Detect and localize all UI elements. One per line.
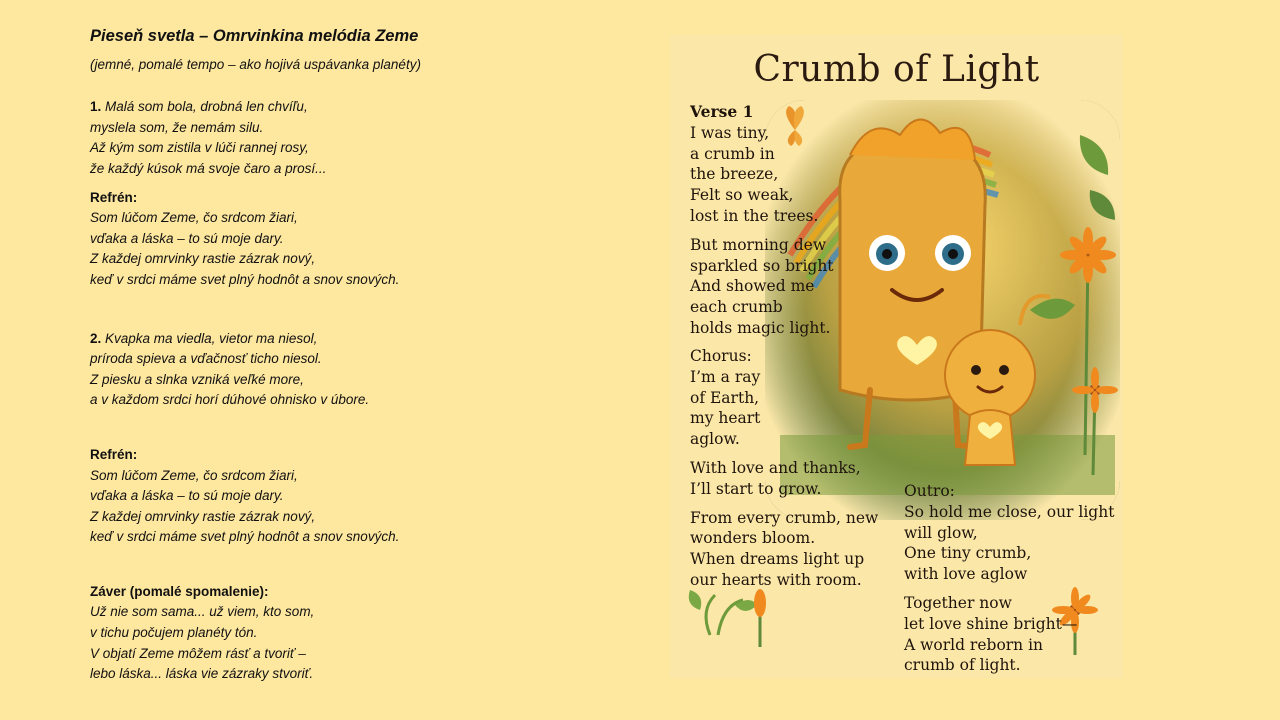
verse-line: a v každom srdci horí dúhové ohnisko v úbore.	[90, 392, 370, 408]
verse-line: príroda spieva a vďačnosť ticho niesol.	[90, 351, 322, 367]
poster-line: sparkled so bright	[690, 256, 834, 275]
verse-number: 2.	[90, 330, 102, 346]
poster-line: holds magic light.	[690, 318, 831, 337]
outro-block	[90, 582, 610, 685]
chorus-line: Z každej omrvinky rastie zázrak nový,	[90, 251, 316, 267]
poster-line: a crumb in	[690, 144, 775, 163]
poster-line: let love shine bright—	[904, 614, 1078, 633]
chorus-2	[90, 445, 610, 548]
poster-title: Crumb of Light	[753, 49, 1040, 90]
verse-line: Z piesku a slnka vzniká veľké more,	[90, 371, 304, 387]
chorus-label: Refrén:	[90, 189, 138, 205]
poster-line: And showed me	[690, 277, 815, 296]
poster-outro	[904, 481, 1114, 676]
outro-line: lebo láska... láska vie zázraky stvoriť.	[90, 666, 314, 682]
chorus-label: Refrén:	[90, 446, 138, 462]
poster-line: A world reborn in	[904, 635, 1044, 654]
plant-icon	[689, 589, 766, 647]
chorus-line: vďaka a láska – to sú moje dary.	[90, 488, 284, 504]
chorus-line: Som lúčom Zeme, čo srdcom žiari,	[90, 467, 298, 483]
poster-line: the breeze,	[690, 165, 779, 184]
poster-line: of Earth,	[690, 388, 760, 407]
poster-line: I’m a ray	[690, 367, 761, 386]
poster-outro-heading: Outro:	[904, 482, 955, 500]
outro-line: V objatí Zeme môžem rásť a tvoriť –	[90, 645, 306, 661]
verse-line: 1. Malá som bola, drobná len chvíľu,	[90, 99, 308, 115]
poster-line: my heart	[690, 409, 761, 428]
chorus-line: vďaka a láska – to sú moje dary.	[90, 230, 284, 246]
poster-line: wonders bloom.	[690, 529, 816, 548]
poster-line: lost in the trees.	[690, 206, 819, 225]
poster-verse-1	[690, 102, 834, 339]
poster-line: Felt so weak,	[690, 186, 794, 205]
poster-line: crumb of light.	[904, 656, 1021, 675]
poster-line: our hearts with room.	[690, 570, 862, 589]
outro-line: Už nie som sama... už viem, kto som,	[90, 604, 315, 620]
poster-line: each crumb	[690, 298, 783, 317]
verse-line: myslela som, že nemám silu.	[90, 119, 264, 135]
verse-line: že každý kúsok má svoje čaro a prosí...	[90, 160, 327, 176]
tempo-note: (jemné, pomalé tempo – ako hojivá uspávanka planéty)	[90, 56, 421, 72]
poster-chorus	[690, 346, 878, 591]
outro-line: v tichu počujem planéty tón.	[90, 625, 258, 641]
poster-line: with love aglow	[904, 565, 1028, 584]
poster-line: I’ll start to grow.	[690, 479, 822, 498]
verse-number: 1.	[90, 99, 102, 115]
chorus-line: keď v srdci máme svet plný hodnôt a snov snových.	[90, 271, 400, 287]
poster-chorus-heading: Chorus:	[690, 347, 752, 365]
verse-2	[90, 329, 610, 411]
poster-line: One tiny crumb,	[904, 544, 1032, 563]
poster-line: But morning dew	[690, 235, 827, 254]
poster-verse-heading: Verse 1	[690, 102, 754, 121]
chorus-1	[90, 188, 610, 291]
outro-label: Záver (pomalé spomalenie):	[90, 583, 269, 599]
poster-line: From every crumb, new	[690, 508, 879, 527]
verse-line: Až kým som zistila v lúči rannej rosy,	[90, 140, 309, 156]
verse-line: 2. Kvapka ma viedla, vietor ma niesol,	[90, 330, 318, 346]
poster-line: aglow.	[690, 430, 740, 449]
verse-1	[90, 97, 610, 179]
chorus-line: Som lúčom Zeme, čo srdcom žiari,	[90, 210, 298, 226]
poster-line: Together now	[904, 593, 1012, 612]
poster-line: When dreams light up	[690, 550, 865, 569]
lyrics-panel	[90, 26, 610, 693]
poster-line: will glow,	[904, 523, 978, 542]
crumb-of-light-poster	[670, 35, 1123, 678]
poster-line: With love and thanks,	[690, 458, 861, 477]
poster-line: I was tiny,	[690, 123, 770, 142]
song-title: Pieseň svetla – Omrvinkina melódia Zeme	[90, 27, 419, 45]
poster-line: So hold me close, our light	[904, 502, 1115, 521]
chorus-line: keď v srdci máme svet plný hodnôt a snov snových.	[90, 529, 400, 545]
chorus-line: Z každej omrvinky rastie zázrak nový,	[90, 508, 316, 524]
